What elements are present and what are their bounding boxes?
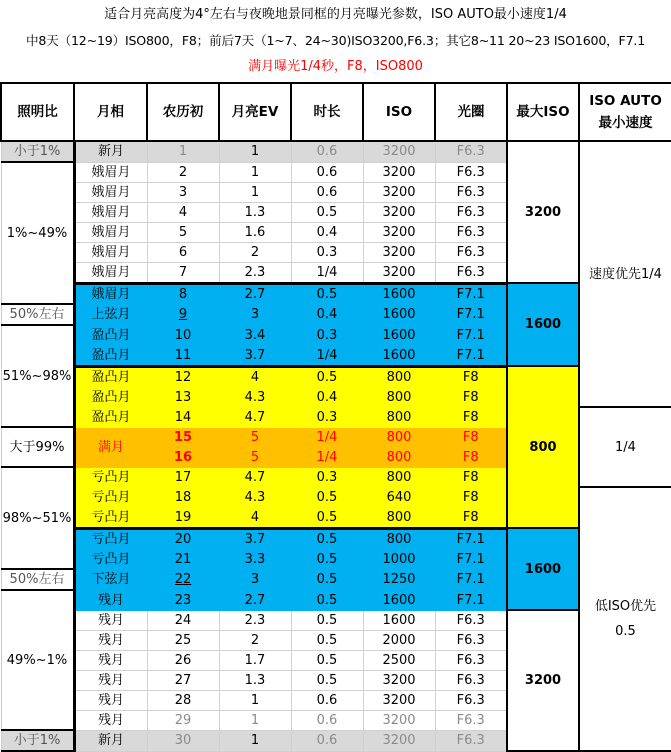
iso-cell: 1600: [363, 610, 435, 630]
phase-cell: 新月: [74, 141, 147, 162]
aperture-cell: F7.1: [435, 590, 507, 610]
phase-cell: 盈凸月: [74, 387, 147, 407]
aperture-cell: F6.3: [435, 242, 507, 262]
illumination-cell: 小于1%: [1, 730, 74, 751]
moon-ev-cell: 1: [219, 710, 291, 730]
lunar-day-cell: 4: [147, 202, 219, 222]
moon-ev-cell: 2.3: [219, 262, 291, 283]
aperture-cell: F8: [435, 447, 507, 467]
phase-cell: 残月: [74, 630, 147, 650]
aperture-cell: F7.1: [435, 569, 507, 590]
phase-cell: 娥眉月: [74, 242, 147, 262]
lunar-day-cell: 12: [147, 366, 219, 387]
aperture-cell: F6.3: [435, 710, 507, 730]
iso-cell: 3200: [363, 182, 435, 202]
moon-ev-cell: 2: [219, 242, 291, 262]
header-max-iso: 最大ISO: [507, 83, 579, 141]
illumination-cell: 51%~98%: [1, 325, 74, 427]
iso-cell: 2500: [363, 650, 435, 670]
iso-cell: 800: [363, 427, 435, 447]
duration-cell: 0.4: [291, 304, 363, 325]
duration-cell: 0.3: [291, 467, 363, 487]
iso-cell: 3200: [363, 262, 435, 283]
max-iso-cell: 3200: [507, 610, 579, 751]
iso-cell: 1600: [363, 345, 435, 366]
aperture-cell: F6.3: [435, 262, 507, 283]
lunar-day-cell: 18: [147, 487, 219, 507]
moon-ev-cell: 2.7: [219, 283, 291, 304]
min-speed-cell: 速度优先1/4: [579, 141, 671, 407]
phase-cell: 盈凸月: [74, 325, 147, 345]
iso-cell: 3200: [363, 242, 435, 262]
illumination-cell: 小于1%: [1, 141, 74, 162]
phase-cell: 娥眉月: [74, 262, 147, 283]
duration-cell: 0.5: [291, 670, 363, 690]
iso-cell: 3200: [363, 710, 435, 730]
duration-cell: 0.5: [291, 610, 363, 630]
phase-cell: 残月: [74, 650, 147, 670]
table-row: [1, 366, 671, 387]
lunar-day-cell: 8: [147, 283, 219, 304]
aperture-cell: F7.1: [435, 528, 507, 549]
lunar-day-cell: 27: [147, 670, 219, 690]
moon-ev-cell: 1: [219, 141, 291, 162]
lunar-day-cell: 25: [147, 630, 219, 650]
header-aperture: 光圈: [435, 83, 507, 141]
lunar-day-cell: 19: [147, 507, 219, 528]
duration-cell: 0.5: [291, 569, 363, 590]
aperture-cell: F8: [435, 366, 507, 387]
moon-ev-cell: 1: [219, 162, 291, 182]
phase-cell: 娥眉月: [74, 182, 147, 202]
header-row: [1, 83, 671, 141]
duration-cell: 0.5: [291, 549, 363, 569]
iso-cell: 800: [363, 387, 435, 407]
lunar-day-cell: 6: [147, 242, 219, 262]
moon-ev-cell: 4.7: [219, 407, 291, 427]
duration-cell: 1/4: [291, 427, 363, 447]
header-iso: ISO: [363, 83, 435, 141]
aperture-cell: F8: [435, 387, 507, 407]
moon-ev-cell: 1.3: [219, 670, 291, 690]
duration-cell: 0.5: [291, 202, 363, 222]
duration-cell: 0.5: [291, 507, 363, 528]
lunar-day-cell: 9: [147, 304, 219, 325]
phase-cell: 亏凸月: [74, 467, 147, 487]
lunar-day-cell: 23: [147, 590, 219, 610]
illumination-cell: 49%~1%: [1, 590, 74, 730]
phase-cell: 盈凸月: [74, 345, 147, 366]
duration-cell: 0.4: [291, 387, 363, 407]
duration-cell: 0.6: [291, 182, 363, 202]
header-iso-auto-min-speed: ISO AUTO 最小速度: [579, 83, 671, 141]
lunar-day-cell: 7: [147, 262, 219, 283]
lunar-day-cell: 13: [147, 387, 219, 407]
moon-ev-cell: 1: [219, 730, 291, 751]
moon-ev-cell: 3.3: [219, 549, 291, 569]
duration-cell: 0.5: [291, 366, 363, 387]
moon-ev-cell: 5: [219, 447, 291, 467]
phase-cell: 亏凸月: [74, 528, 147, 549]
duration-cell: 0.6: [291, 690, 363, 710]
header-phase: 月相: [74, 83, 147, 141]
aperture-cell: F6.3: [435, 630, 507, 650]
iso-cell: 3200: [363, 670, 435, 690]
illumination-cell: 1%~49%: [1, 162, 74, 304]
lunar-day-cell: 20: [147, 528, 219, 549]
moon-ev-cell: 1: [219, 690, 291, 710]
duration-cell: 0.6: [291, 730, 363, 751]
max-iso-cell: 3200: [507, 141, 579, 283]
duration-cell: 0.6: [291, 141, 363, 162]
aperture-cell: F6.3: [435, 610, 507, 630]
moon-ev-cell: 4.7: [219, 467, 291, 487]
table-row: [1, 141, 671, 162]
phase-cell: 残月: [74, 590, 147, 610]
phase-cell: 娥眉月: [74, 162, 147, 182]
aperture-cell: F6.3: [435, 690, 507, 710]
duration-cell: 0.5: [291, 283, 363, 304]
phase-cell: 亏凸月: [74, 549, 147, 569]
iso-cell: 800: [363, 447, 435, 467]
aperture-cell: F6.3: [435, 202, 507, 222]
duration-cell: 0.4: [291, 222, 363, 242]
moon-ev-cell: 4.3: [219, 487, 291, 507]
aperture-cell: F7.1: [435, 345, 507, 366]
duration-cell: 1/4: [291, 262, 363, 283]
moon-ev-cell: 1.7: [219, 650, 291, 670]
lunar-day-cell: 22: [147, 569, 219, 590]
header-lunar-day: 农历初: [147, 83, 219, 141]
phase-cell: 亏凸月: [74, 507, 147, 528]
lunar-day-cell: 1: [147, 141, 219, 162]
lunar-day-cell: 15: [147, 427, 219, 447]
table-row: [1, 610, 671, 630]
aperture-cell: F7.1: [435, 549, 507, 569]
lunar-day-cell: 11: [147, 345, 219, 366]
phase-cell: 残月: [74, 690, 147, 710]
title-line-2: 中8天（12~19）ISO800，F8；前后7天（1~7、24~30)ISO3200,F6.3；其它8~11 20~23 ISO1600，F7.1: [25, 33, 646, 48]
iso-cell: 800: [363, 407, 435, 427]
table-row: [1, 283, 671, 304]
lunar-day-cell: 21: [147, 549, 219, 569]
phase-cell: 娥眉月: [74, 283, 147, 304]
iso-cell: 3200: [363, 690, 435, 710]
moon-ev-cell: 1.3: [219, 202, 291, 222]
header-moon-ev: 月亮EV: [219, 83, 291, 141]
illumination-cell: 50%左右: [1, 569, 74, 590]
moon-ev-cell: 3.7: [219, 528, 291, 549]
duration-cell: 1/4: [291, 447, 363, 467]
duration-cell: 0.6: [291, 710, 363, 730]
iso-cell: 1000: [363, 549, 435, 569]
aperture-cell: F6.3: [435, 670, 507, 690]
duration-cell: 0.5: [291, 528, 363, 549]
phase-cell: 盈凸月: [74, 407, 147, 427]
iso-cell: 800: [363, 467, 435, 487]
aperture-cell: F8: [435, 487, 507, 507]
aperture-cell: F7.1: [435, 325, 507, 345]
aperture-cell: F6.3: [435, 222, 507, 242]
lunar-day-cell: 26: [147, 650, 219, 670]
illumination-cell: 50%左右: [1, 304, 74, 325]
duration-cell: 0.5: [291, 590, 363, 610]
duration-cell: 1/4: [291, 345, 363, 366]
iso-cell: 3200: [363, 162, 435, 182]
moon-ev-cell: 4.3: [219, 387, 291, 407]
aperture-cell: F6.3: [435, 650, 507, 670]
iso-cell: 640: [363, 487, 435, 507]
phase-cell: 满月: [74, 427, 147, 467]
iso-cell: 1250: [363, 569, 435, 590]
moon-ev-cell: 1.6: [219, 222, 291, 242]
illumination-cell: 大于99%: [1, 427, 74, 467]
title-line-full-moon: 满月曝光1/4秒，F8，ISO800: [248, 59, 423, 74]
aperture-cell: F7.1: [435, 283, 507, 304]
iso-cell: 1600: [363, 325, 435, 345]
lunar-day-cell: 28: [147, 690, 219, 710]
phase-cell: 残月: [74, 670, 147, 690]
phase-cell: 盈凸月: [74, 366, 147, 387]
iso-cell: 800: [363, 528, 435, 549]
phase-cell: 亏凸月: [74, 487, 147, 507]
aperture-cell: F8: [435, 407, 507, 427]
header-illumination: 照明比: [1, 83, 74, 141]
title-block: [0, 0, 671, 83]
aperture-cell: F8: [435, 427, 507, 447]
illumination-cell: 98%~51%: [1, 467, 74, 569]
phase-cell: 上弦月: [74, 304, 147, 325]
iso-cell: 800: [363, 507, 435, 528]
aperture-cell: F6.3: [435, 162, 507, 182]
lunar-day-cell: 3: [147, 182, 219, 202]
max-iso-cell: 800: [507, 366, 579, 528]
phase-cell: 娥眉月: [74, 202, 147, 222]
title-line-1: 适合月亮高度为4°左右与夜晚地景同框的月亮曝光参数，ISO AUTO最小速度1/4: [104, 7, 567, 22]
moon-ev-cell: 2.3: [219, 610, 291, 630]
moon-ev-cell: 2.7: [219, 590, 291, 610]
iso-cell: 2000: [363, 630, 435, 650]
moon-ev-cell: 3.7: [219, 345, 291, 366]
phase-cell: 娥眉月: [74, 222, 147, 242]
lunar-day-cell: 30: [147, 730, 219, 751]
lunar-day-cell: 17: [147, 467, 219, 487]
lunar-day-cell: 16: [147, 447, 219, 467]
lunar-day-cell: 14: [147, 407, 219, 427]
aperture-cell: F7.1: [435, 304, 507, 325]
moon-ev-cell: 1: [219, 182, 291, 202]
iso-cell: 3200: [363, 730, 435, 751]
min-speed-cell: 低ISO优先 0.5: [579, 487, 671, 751]
moon-ev-cell: 3: [219, 569, 291, 590]
phase-cell: 残月: [74, 610, 147, 630]
duration-cell: 0.6: [291, 162, 363, 182]
iso-cell: 3200: [363, 202, 435, 222]
moon-ev-cell: 2: [219, 630, 291, 650]
iso-cell: 3200: [363, 141, 435, 162]
phase-cell: 新月: [74, 730, 147, 751]
duration-cell: 0.5: [291, 487, 363, 507]
lunar-day-cell: 29: [147, 710, 219, 730]
aperture-cell: F6.3: [435, 730, 507, 751]
lunar-day-cell: 2: [147, 162, 219, 182]
duration-cell: 0.3: [291, 325, 363, 345]
table-body: [1, 141, 671, 751]
aperture-cell: F6.3: [435, 182, 507, 202]
phase-cell: 下弦月: [74, 569, 147, 590]
lunar-day-cell: 24: [147, 610, 219, 630]
moon-exposure-table: [0, 82, 671, 752]
min-speed-cell: 1/4: [579, 407, 671, 487]
duration-cell: 0.3: [291, 407, 363, 427]
iso-cell: 800: [363, 366, 435, 387]
moon-ev-cell: 3.4: [219, 325, 291, 345]
header-duration: 时长: [291, 83, 363, 141]
aperture-cell: F6.3: [435, 141, 507, 162]
iso-cell: 1600: [363, 590, 435, 610]
iso-cell: 1600: [363, 304, 435, 325]
lunar-day-cell: 10: [147, 325, 219, 345]
iso-cell: 1600: [363, 283, 435, 304]
duration-cell: 0.3: [291, 242, 363, 262]
aperture-cell: F8: [435, 507, 507, 528]
moon-ev-cell: 3: [219, 304, 291, 325]
duration-cell: 0.5: [291, 630, 363, 650]
table-row: [1, 528, 671, 549]
lunar-day-cell: 5: [147, 222, 219, 242]
moon-ev-cell: 4: [219, 507, 291, 528]
iso-cell: 3200: [363, 222, 435, 242]
duration-cell: 0.5: [291, 650, 363, 670]
max-iso-cell: 1600: [507, 528, 579, 610]
aperture-cell: F8: [435, 467, 507, 487]
moon-ev-cell: 5: [219, 427, 291, 447]
phase-cell: 残月: [74, 710, 147, 730]
max-iso-cell: 1600: [507, 283, 579, 366]
moon-ev-cell: 4: [219, 366, 291, 387]
